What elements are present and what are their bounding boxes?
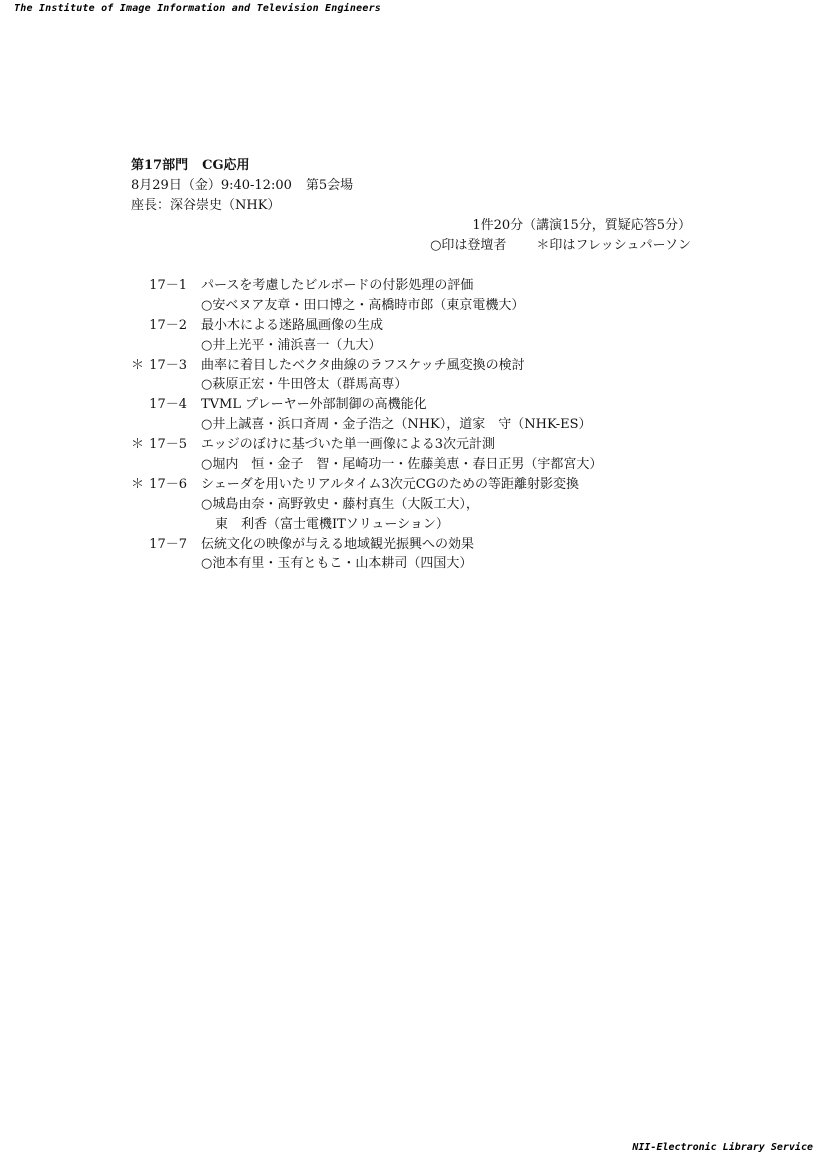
paper-authors: ○井上光平・浦浜喜一（九大） [201, 337, 382, 353]
paper-title: 最小木による迷路風画像の生成 [201, 317, 384, 333]
paper-authors-row [0, 517, 827, 537]
session-datetime [131, 178, 353, 194]
paper-number-text: 17－4 [149, 397, 187, 413]
session-date: 8月29日（金）9:40-12:00 [131, 178, 292, 193]
paper-authors: ○城島由奈・高野敦史・藤村真生（大阪工大）， [201, 496, 479, 512]
paper-title-row [0, 358, 827, 378]
paper-number-text: 17－3 [149, 357, 187, 373]
journal-header: The Institute of Image Information and Television Engineers [14, 3, 382, 14]
paper-title: パースを考慮したビルボードの付影処理の評価 [201, 278, 474, 293]
paper-number [131, 278, 187, 294]
fresh-person-mark: ＊ [131, 357, 145, 373]
fresh-person-mark: ＊ [131, 437, 145, 453]
paper-authors: ○萩原正宏・牛田啓太（群馬高専） [201, 377, 408, 393]
paper-title: 曲率に着目したベクタ曲線のラフスケッチ風変換の検討 [201, 357, 525, 373]
topic-label: CG応用 [202, 158, 250, 173]
paper-number [131, 477, 187, 493]
paper-number [131, 397, 187, 413]
paper-authors-row [0, 457, 827, 477]
paper-number [131, 537, 187, 553]
paper-number [131, 358, 187, 374]
paper-title-row [0, 318, 827, 338]
paper-authors: ○堀内 恒・金子 智・尾崎功一・佐藤美恵・春日正男（宇都宮大） [201, 457, 603, 473]
paper-title: 伝統文化の映像が与える地域観光振興への効果 [201, 536, 475, 552]
legend-note [430, 238, 691, 254]
paper-number-text: 17－2 [149, 317, 187, 333]
paper-title-row [0, 477, 827, 497]
time-note: 1件20分（講演15分，質疑応答5分） [472, 218, 691, 233]
paper-authors: ○井上誠喜・浜口斉周・金子浩之（NHK），道家 守（NHK-ES） [201, 417, 592, 433]
paper-title-row [0, 537, 827, 557]
session-chair: 座長：深谷崇史（NHK） [131, 198, 281, 213]
presenter-note: ○印は登壇者 [430, 238, 507, 253]
paper-number [131, 437, 187, 453]
paper-number-text: 17－6 [149, 476, 187, 492]
paper-title: シェーダを用いたリアルタイム3次元CGのための等距離射影変換 [201, 476, 580, 492]
session-title [131, 158, 250, 174]
paper-title-row [0, 437, 827, 457]
paper-authors: ○安ベヌア友章・田口博之・高橋時市郎（東京電機大） [201, 297, 525, 313]
paper-title-row [0, 397, 827, 417]
paper-title: エッジのぼけに基づいた単一画像による3次元計測 [201, 437, 496, 453]
library-footer: NII-Electronic Library Service [632, 1142, 813, 1153]
paper-authors-row [0, 497, 827, 517]
paper-number-text: 17－7 [149, 536, 187, 552]
paper-authors-row [0, 417, 827, 437]
paper-title: TVML プレーヤー外部制御の高機能化 [201, 397, 427, 413]
division-label: 第17部門 [131, 158, 189, 173]
fresh-person-mark: ＊ [131, 476, 145, 492]
paper-authors-row [0, 377, 827, 397]
paper-number [131, 318, 187, 334]
fresh-person-note: ＊印はフレッシュパーソン [536, 238, 691, 253]
paper-authors: ○池本有里・玉有ともこ・山本耕司（四国大） [201, 556, 473, 572]
paper-title-row [0, 278, 827, 298]
paper-authors-row [0, 298, 827, 318]
paper-authors-row [0, 556, 827, 576]
paper-number-text: 17－1 [149, 278, 187, 293]
session-room: 第5会場 [305, 178, 354, 193]
paper-authors: 東 利香（富士電機ITソリューション） [215, 516, 449, 532]
paper-number-text: 17－5 [149, 437, 187, 453]
paper-authors-row [0, 338, 827, 358]
paper-list [0, 278, 827, 576]
